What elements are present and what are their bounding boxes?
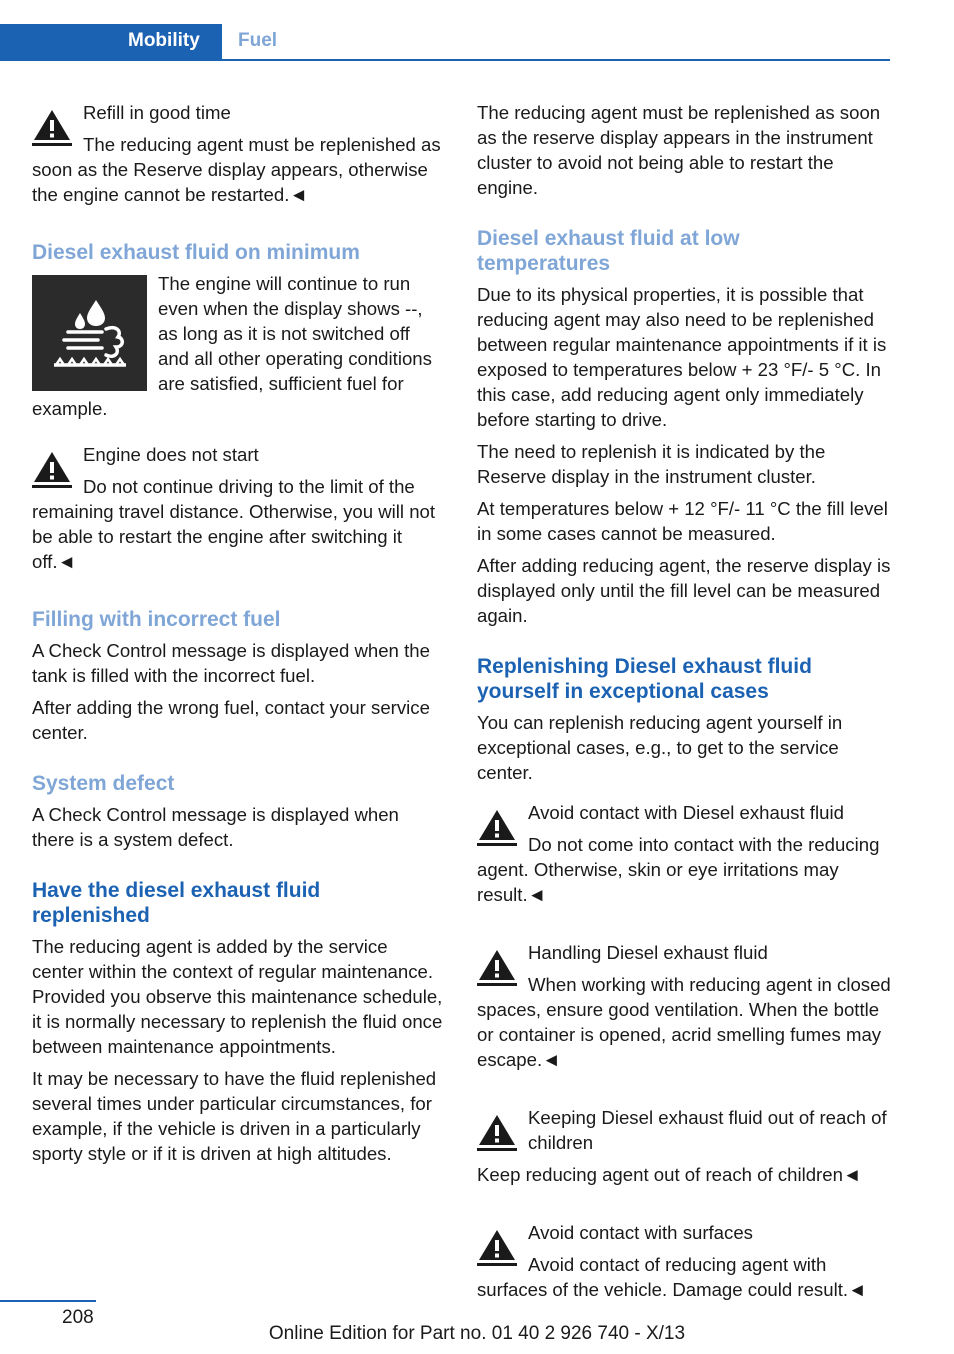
warning-body: Keep reducing agent out of reach of children◄ <box>477 1164 862 1185</box>
warning-triangle-icon <box>32 107 72 147</box>
warning-triangle-icon <box>477 1227 517 1267</box>
paragraph: You can replenish reducing agent yourself in exceptional cases, e.g., to get to the service center. <box>477 712 843 783</box>
paragraph: The need to replenish it is indicated by the Reserve display in the instrument cluster. <box>477 441 826 487</box>
warning-body: Avoid contact of reducing agent with surfaces of the vehicle. Damage could result.◄ <box>477 1254 867 1300</box>
heading-have-replenished: Have the diesel exhaust fluid replenished <box>32 879 321 927</box>
warning-avoid-contact <box>477 800 891 907</box>
def-minimum-text: The engine will continue to run even when the display shows --, as long as it is not switched off and all other operating conditions are satisfied, sufficient fuel for example. <box>32 273 432 419</box>
warning-body: Do not continue driving to the limit of the remaining travel distance. Otherwise, you will not be able to restart the engine after switching it off.◄ <box>32 476 436 572</box>
warning-triangle-icon <box>32 449 72 489</box>
paragraph: The reducing agent must be replenished as soon as the reserve display appears in the instrument cluster to avoid not being able to restart the engine. <box>477 102 881 198</box>
paragraph: The reducing agent is added by the service center within the context of regular maintenance. Provided you observe this maintenance schedule, it is normally necessary to replenish the fluid once between maintenance appointments. <box>32 936 443 1057</box>
warning-title: Handling Diesel exhaust fluid <box>528 942 768 963</box>
right-column <box>477 100 891 1302</box>
warning-title: Engine does not start <box>83 444 259 465</box>
paragraph: A Check Control message is displayed when there is a system defect. <box>32 804 399 850</box>
warning-surfaces <box>477 1220 891 1302</box>
def-minimum-block <box>32 271 444 421</box>
heading-replenish-yourself: Replenishing Diesel exhaust fluid yourself in exceptional cases <box>477 655 812 703</box>
warning-refill <box>32 100 444 207</box>
heading-system-defect: System defect <box>32 772 175 795</box>
paragraph: At temperatures below + 12 °F/- 11 °C the fill level in some cases cannot be measured. <box>477 498 888 544</box>
paragraph: After adding the wrong fuel, contact your service center. <box>32 697 430 743</box>
warning-triangle-icon <box>477 1112 517 1152</box>
page-number: 208 <box>62 1307 94 1328</box>
diesel-exhaust-fluid-symbol <box>32 275 147 391</box>
left-column <box>32 100 444 1173</box>
warning-body: The reducing agent must be replenished as soon as the Reserve display appears, otherwise the engine cannot be restarted.◄ <box>32 134 441 205</box>
warning-handling <box>477 940 891 1072</box>
warning-body: Do not come into contact with the reducing agent. Otherwise, skin or eye irritations may result.◄ <box>477 834 880 905</box>
warning-title: Avoid contact with surfaces <box>528 1222 753 1243</box>
warning-children <box>477 1105 891 1187</box>
heading-low-temperatures: Diesel exhaust fluid at low temperatures <box>477 227 740 275</box>
heading-incorrect-fuel: Filling with incorrect fuel <box>32 608 281 631</box>
footer-rule <box>0 1300 96 1302</box>
paragraph: After adding reducing agent, the reserve display is displayed only until the fill level can be measured again. <box>477 555 891 626</box>
edition-note: Online Edition for Part no. 01 40 2 926 740 - X/13 <box>268 1323 686 1344</box>
header-subsection-label: Fuel <box>238 30 278 51</box>
header-rule <box>222 59 890 61</box>
warning-engine-start <box>32 442 444 574</box>
paragraph: It may be necessary to have the fluid replenished several times under particular circumstances, for example, if the vehicle is driven in a particularly sporty style or if it is driven at high altitudes. <box>32 1068 437 1164</box>
header-section-label: Mobility <box>128 30 200 51</box>
heading-def-minimum: Diesel exhaust fluid on minimum <box>32 241 360 264</box>
warning-title: Refill in good time <box>83 102 231 123</box>
warning-triangle-icon <box>477 947 517 987</box>
warning-triangle-icon <box>477 807 517 847</box>
warning-body: When working with reducing agent in closed spaces, ensure good ventilation. When the bottle or container is opened, acrid smelling fumes may escape.◄ <box>477 974 891 1070</box>
warning-title: Keeping Diesel exhaust fluid out of reach of children <box>528 1107 887 1153</box>
paragraph: A Check Control message is displayed when the tank is filled with the incorrect fuel. <box>32 640 430 686</box>
warning-title: Avoid contact with Diesel exhaust fluid <box>528 802 844 823</box>
paragraph: Due to its physical properties, it is possible that reducing agent may also need to be replenished between regular maintenance appointments if it is exposed to temperatures below + 23 °F/- 5 °C. In this case, add reducing agent only immediately before starting to drive. <box>477 284 887 430</box>
